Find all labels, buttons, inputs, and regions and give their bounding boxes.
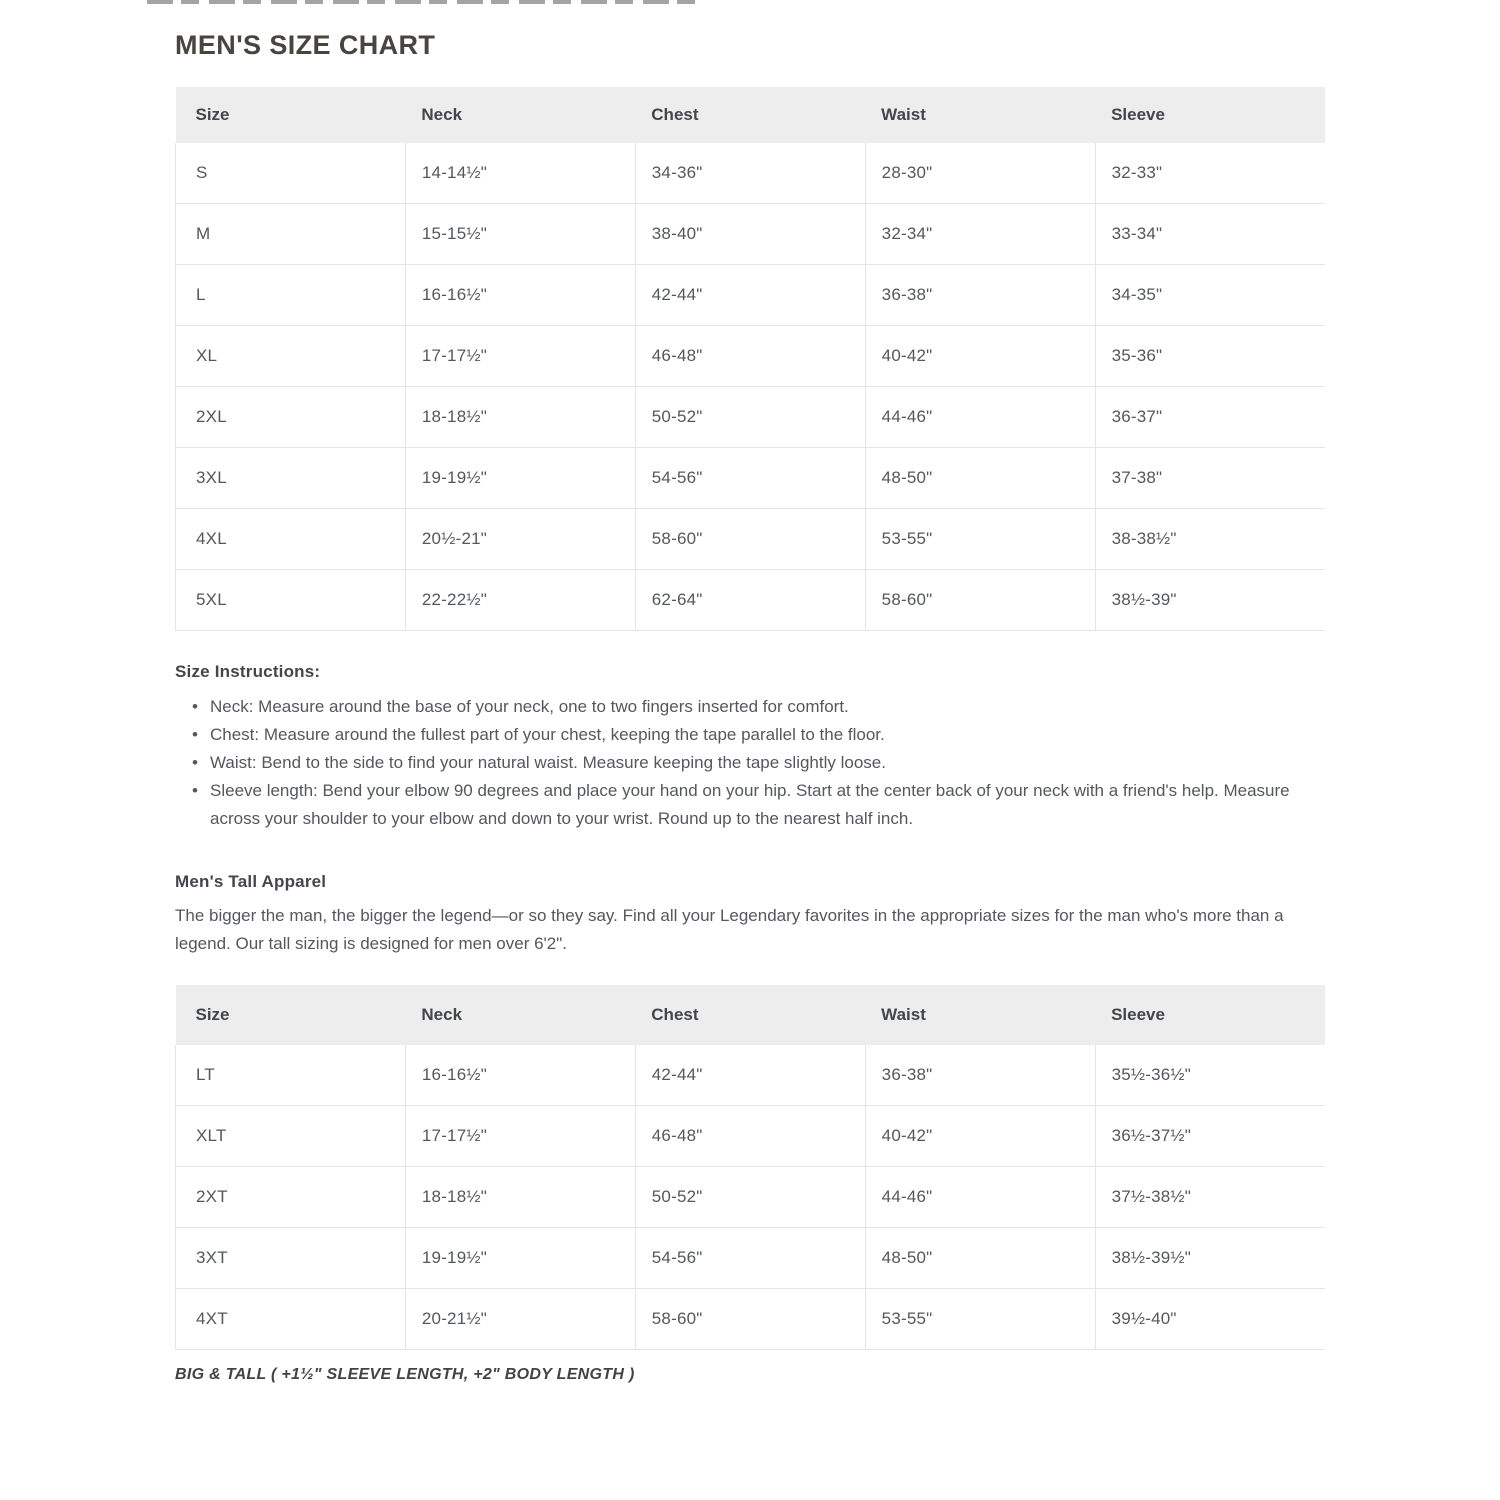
table-cell: 53-55" — [865, 509, 1095, 570]
table-cell: 34-35" — [1095, 265, 1325, 326]
table-cell: 20½-21" — [405, 509, 635, 570]
table-cell: M — [176, 204, 406, 265]
table-cell: 36-38" — [865, 1045, 1095, 1106]
table-row — [176, 204, 1326, 265]
header-row — [176, 985, 1326, 1045]
table-cell: 14-14½" — [405, 143, 635, 204]
table-cell: 2XL — [176, 387, 406, 448]
table-row — [176, 143, 1326, 204]
instruction-item: • Waist: Bend to the side to find your natural waist. Measure keeping the tape slightly loose. — [192, 749, 1325, 777]
table-cell: 5XL — [176, 570, 406, 631]
table-cell: 54-56" — [635, 1228, 865, 1289]
table-cell: 3XT — [176, 1228, 406, 1289]
table-cell: 53-55" — [865, 1289, 1095, 1350]
table-cell: 34-36" — [635, 143, 865, 204]
table-cell: 42-44" — [635, 265, 865, 326]
table-cell: XL — [176, 326, 406, 387]
table-cell: S — [176, 143, 406, 204]
table-cell: 32-34" — [865, 204, 1095, 265]
table-cell: 36-37" — [1095, 387, 1325, 448]
table-cell: 38-40" — [635, 204, 865, 265]
column-header: Waist — [865, 985, 1095, 1045]
table-cell: 28-30" — [865, 143, 1095, 204]
table-cell: 58-60" — [635, 1289, 865, 1350]
table-cell: 20-21½" — [405, 1289, 635, 1350]
table-cell: 42-44" — [635, 1045, 865, 1106]
table-cell: 40-42" — [865, 326, 1095, 387]
table-cell: 3XL — [176, 448, 406, 509]
table-cell: 44-46" — [865, 387, 1095, 448]
table-cell: 40-42" — [865, 1106, 1095, 1167]
table-cell: 2XT — [176, 1167, 406, 1228]
table-row — [176, 509, 1326, 570]
table-cell: 46-48" — [635, 1106, 865, 1167]
cropped-header-fragment — [147, 0, 702, 4]
column-header: Neck — [405, 985, 635, 1045]
table-cell: 62-64" — [635, 570, 865, 631]
column-header: Neck — [405, 87, 635, 143]
table-cell: 58-60" — [635, 509, 865, 570]
size-instructions-list — [175, 693, 1325, 833]
tall-size-table — [175, 985, 1325, 1350]
table-cell: XLT — [176, 1106, 406, 1167]
table-cell: 32-33" — [1095, 143, 1325, 204]
table-cell: 36-38" — [865, 265, 1095, 326]
size-chart-page — [175, 0, 1325, 1384]
table-cell: 16-16½" — [405, 1045, 635, 1106]
table-cell: 19-19½" — [405, 1228, 635, 1289]
table-cell: 44-46" — [865, 1167, 1095, 1228]
table-cell: 36½-37½" — [1095, 1106, 1325, 1167]
table-cell: 18-18½" — [405, 1167, 635, 1228]
table-cell: 35-36" — [1095, 326, 1325, 387]
table-cell: 37-38" — [1095, 448, 1325, 509]
table-row — [176, 326, 1326, 387]
table-cell: L — [176, 265, 406, 326]
table-row — [176, 1045, 1326, 1106]
table-row — [176, 448, 1326, 509]
table-cell: 38½-39" — [1095, 570, 1325, 631]
table-cell: 58-60" — [865, 570, 1095, 631]
table-row — [176, 570, 1326, 631]
column-header: Size — [176, 87, 406, 143]
big-tall-footnote: BIG & TALL ( +1½" SLEEVE LENGTH, +2" BODY LENGTH ) — [175, 1366, 635, 1383]
table-cell: 39½-40" — [1095, 1289, 1325, 1350]
column-header: Chest — [635, 985, 865, 1045]
table-cell: 19-19½" — [405, 448, 635, 509]
table-cell: 48-50" — [865, 1228, 1095, 1289]
table-cell: 17-17½" — [405, 1106, 635, 1167]
table-cell: 38½-39½" — [1095, 1228, 1325, 1289]
table-cell: 15-15½" — [405, 204, 635, 265]
table-cell: 50-52" — [635, 387, 865, 448]
column-header: Size — [176, 985, 406, 1045]
table-row — [176, 1167, 1326, 1228]
page-title: MEN'S SIZE CHART — [175, 30, 436, 60]
table-cell: 54-56" — [635, 448, 865, 509]
size-instructions-heading: Size Instructions: — [175, 662, 321, 681]
table-cell: 22-22½" — [405, 570, 635, 631]
table-cell: 33-34" — [1095, 204, 1325, 265]
table-cell: 17-17½" — [405, 326, 635, 387]
table-cell: 37½-38½" — [1095, 1167, 1325, 1228]
column-header: Waist — [865, 87, 1095, 143]
column-header: Chest — [635, 87, 865, 143]
table-row — [176, 1289, 1326, 1350]
table-row — [176, 387, 1326, 448]
instruction-item: • Chest: Measure around the fullest part of your chest, keeping the tape parallel to the floor. — [192, 721, 1325, 749]
table-cell: 18-18½" — [405, 387, 635, 448]
table-cell: 38-38½" — [1095, 509, 1325, 570]
header-row — [176, 87, 1326, 143]
table-cell: 50-52" — [635, 1167, 865, 1228]
table-row — [176, 265, 1326, 326]
table-cell: LT — [176, 1045, 406, 1106]
table-cell: 46-48" — [635, 326, 865, 387]
table-cell: 48-50" — [865, 448, 1095, 509]
column-header: Sleeve — [1095, 985, 1325, 1045]
column-header: Sleeve — [1095, 87, 1325, 143]
tall-apparel-paragraph: The bigger the man, the bigger the legend—or so they say. Find all your Legendary favorites in the appropriate sizes for the man who's more than a legend. Our tall sizing is designed for men over 6'2". — [175, 906, 1284, 953]
table-cell: 4XL — [176, 509, 406, 570]
table-cell: 4XT — [176, 1289, 406, 1350]
table-row — [176, 1228, 1326, 1289]
table-cell: 16-16½" — [405, 265, 635, 326]
instruction-item: • Sleeve length: Bend your elbow 90 degrees and place your hand on your hip. Start at the center back of your neck with a friend's help. Measure across your shoulder to your elbow and down to your wrist. Round up to the nearest half inch. — [192, 777, 1325, 833]
table-row — [176, 1106, 1326, 1167]
instruction-item: • Neck: Measure around the base of your neck, one to two fingers inserted for comfort. — [192, 693, 1325, 721]
table-cell: 35½-36½" — [1095, 1045, 1325, 1106]
tall-apparel-heading: Men's Tall Apparel — [175, 872, 327, 891]
mens-size-table — [175, 87, 1325, 631]
